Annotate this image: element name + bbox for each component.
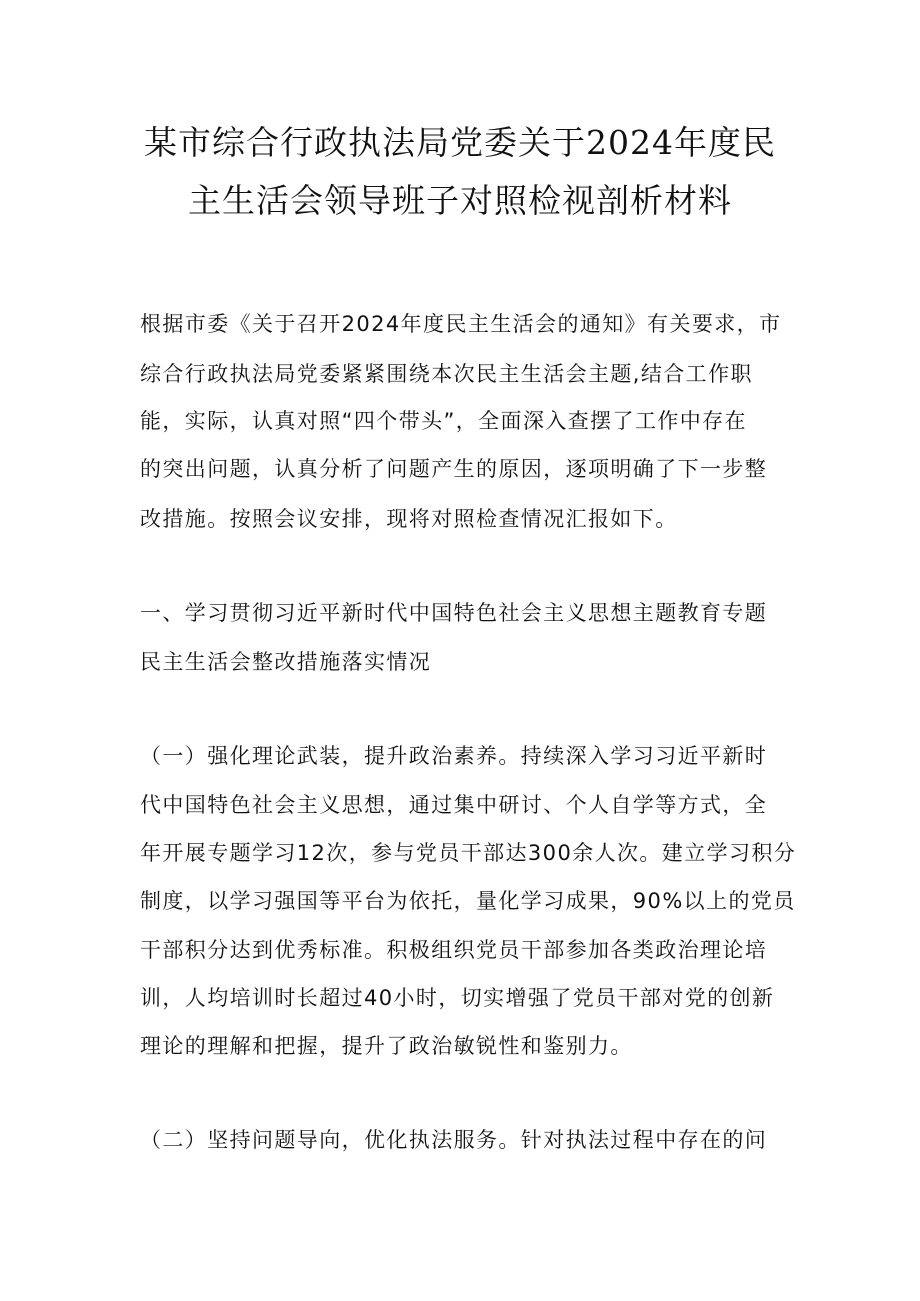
intro-line-5: 改措施。按照会议安排，现将对照检查情况汇报如下。: [140, 507, 678, 531]
item1-line-1: （一）强化理论武装，提升政治素养。持续深入学习习近平新时: [140, 744, 768, 768]
item1-line-6: 训，人均培训时长超过40小时，切实增强了党员干部对党的创新: [140, 986, 775, 1010]
intro-line-2: 综合行政执法局党委紧紧围绕本次民主生活会主题,结合工作职: [140, 362, 753, 386]
document-title: [120, 114, 800, 230]
title-line-1: 某市综合行政执法局党委关于2024年度民: [144, 123, 776, 162]
intro-line-4: 的突出问题，认真分析了问题产生的原因，逐项明确了下一步整: [140, 457, 768, 481]
item1-line-5: 干部积分达到优秀标准。积极组织党员干部参加各类政治理论培: [140, 938, 768, 962]
title-line-2: 主生活会领导班子对照检视剖析材料: [188, 181, 732, 220]
section1-heading-line-2: 民主生活会整改措施落实情况: [140, 650, 432, 674]
item2-line-1: （二）坚持问题导向，优化执法服务。针对执法过程中存在的问: [140, 1128, 768, 1152]
item1-line-2: 代中国特色社会主义思想，通过集中研讨、个人自学等方式，全: [140, 793, 768, 817]
section1-heading-line-1: 一、学习贯彻习近平新时代中国特色社会主义思想主题教育专题: [140, 601, 768, 625]
item1-line-4: 制度，以学习强国等平台为依托，量化学习成果，90%以上的党员: [140, 889, 796, 913]
item1-line-3: 年开展专题学习12次，参与党员干部达300余人次。建立学习积分: [140, 841, 797, 865]
intro-line-3: 能，实际，认真对照“四个带头”，全面深入查摆了工作中存在: [140, 409, 747, 433]
intro-line-1: 根据市委《关于召开2024年度民主生活会的通知》有关要求，市: [140, 312, 782, 336]
item1-line-7: 理论的理解和把握，提升了政治敏锐性和鉴别力。: [140, 1034, 633, 1058]
